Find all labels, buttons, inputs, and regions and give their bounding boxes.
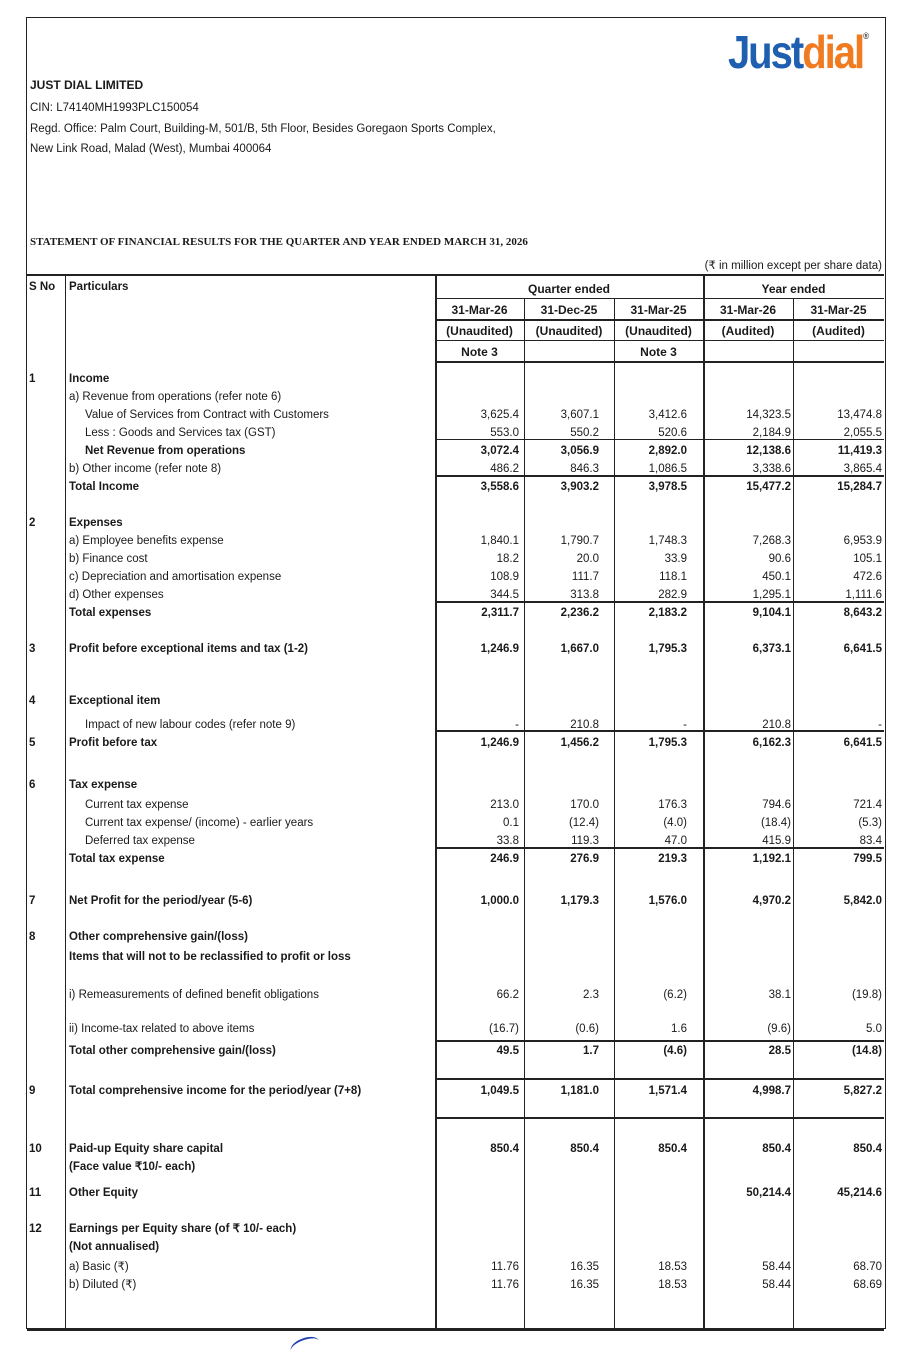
row-sno: 9	[29, 1085, 36, 1097]
column-divider	[524, 298, 525, 1331]
row-value: 5,827.2	[843, 1085, 882, 1097]
column-date: 31-Dec-25	[540, 303, 598, 317]
row-divider	[435, 340, 884, 341]
row-value: 213.0	[490, 799, 519, 811]
row-value: 176.3	[658, 799, 687, 811]
row-value: 47.0	[664, 835, 687, 847]
row-value: 2,184.9	[752, 427, 791, 439]
row-label: Profit before exceptional items and tax (1-2)	[69, 643, 309, 655]
column-note: Note 3	[461, 345, 498, 359]
row-label: a) Revenue from operations (refer note 6)	[69, 391, 282, 403]
row-value: 246.9	[490, 853, 519, 865]
row-value: 15,284.7	[837, 481, 882, 493]
row-label: ii) Income-tax related to above items	[69, 1023, 255, 1035]
row-sno: 1	[29, 373, 36, 385]
row-value: 219.3	[658, 853, 687, 865]
row-label: Total tax expense	[69, 853, 165, 865]
row-value: 3,072.4	[480, 445, 519, 457]
row-value: 6,641.5	[843, 737, 882, 749]
row-value: 58.44	[762, 1261, 791, 1273]
row-value: 276.9	[570, 853, 599, 865]
row-value: 38.1	[768, 989, 791, 1001]
row-value: 450.1	[762, 571, 791, 583]
row-value: (4.6)	[663, 1045, 687, 1057]
row-value: 50,214.4	[746, 1187, 791, 1199]
row-label: Income	[69, 373, 110, 385]
row-value: (14.8)	[851, 1045, 882, 1057]
row-value: 5.0	[866, 1023, 882, 1035]
column-audit-status: (Audited)	[721, 324, 775, 338]
row-value: 45,214.6	[837, 1187, 882, 1199]
row-value: 850.4	[490, 1143, 519, 1155]
row-value: 11,419.3	[837, 445, 882, 457]
row-value: 210.8	[762, 719, 791, 731]
row-value: 3,558.6	[480, 481, 519, 493]
column-audit-status: (Unaudited)	[446, 324, 513, 338]
row-value: 486.2	[490, 463, 519, 475]
row-value: 846.3	[570, 463, 599, 475]
row-label: (Face value ₹10/- each)	[69, 1161, 196, 1173]
row-value: (4.0)	[663, 817, 687, 829]
row-label: b) Other income (refer note 8)	[69, 463, 222, 475]
row-value: (16.7)	[488, 1023, 519, 1035]
row-value: 415.9	[762, 835, 791, 847]
row-value: -	[878, 719, 882, 731]
row-value: 1,840.1	[480, 535, 519, 547]
row-divider	[435, 319, 884, 321]
row-value: 83.4	[859, 835, 882, 847]
row-value: 28.5	[768, 1045, 791, 1057]
row-label: Current tax expense/ (income) - earlier years	[85, 817, 314, 829]
table-bottom-rule	[27, 1329, 884, 1331]
row-value: 20.0	[576, 553, 599, 565]
column-date: 31-Mar-26	[451, 303, 508, 317]
subtotal-rule	[435, 475, 884, 477]
row-label: Net Profit for the period/year (5-6)	[69, 895, 253, 907]
row-label: Total comprehensive income for the period/year (7+8)	[69, 1085, 362, 1097]
row-value: 550.2	[570, 427, 599, 439]
row-label: Net Revenue from operations	[85, 445, 246, 457]
row-value: 170.0	[570, 799, 599, 811]
row-value: (18.4)	[760, 817, 791, 829]
row-label: a) Employee benefits expense	[69, 535, 224, 547]
row-value: 2,236.2	[560, 607, 599, 619]
row-value: -	[515, 719, 519, 731]
row-value: 1.6	[671, 1023, 687, 1035]
logo-dial-text: dial	[802, 27, 864, 79]
row-value: 1,748.3	[648, 535, 687, 547]
row-value: 4,998.7	[752, 1085, 791, 1097]
row-sno: 3	[29, 643, 36, 655]
row-label: (Not annualised)	[69, 1241, 160, 1253]
row-value: 18.2	[496, 553, 519, 565]
row-value: 2,311.7	[481, 607, 519, 619]
row-value: 11.76	[491, 1261, 519, 1273]
row-value: 90.6	[768, 553, 791, 565]
row-label: Total other comprehensive gain/(loss)	[69, 1045, 276, 1057]
row-value: 18.53	[658, 1279, 687, 1291]
statement-page	[26, 17, 886, 1329]
row-value: 794.6	[762, 799, 791, 811]
header-year-ended: Year ended	[761, 282, 826, 296]
row-value: 799.5	[853, 853, 882, 865]
row-label: c) Depreciation and amortisation expense	[69, 571, 282, 583]
subtotal-rule	[435, 439, 884, 440]
row-value: 850.4	[853, 1143, 882, 1155]
row-value: 4,970.2	[752, 895, 791, 907]
row-label: Other Equity	[69, 1187, 139, 1199]
row-value: 118.1	[659, 571, 687, 583]
row-value: 3,865.4	[843, 463, 882, 475]
subtotal-rule	[435, 730, 884, 732]
row-value: (0.6)	[575, 1023, 599, 1035]
column-audit-status: (Unaudited)	[625, 324, 692, 338]
subtotal-rule	[435, 601, 884, 603]
row-sno: 7	[29, 895, 36, 907]
row-value: 344.5	[490, 589, 519, 601]
financial-results-table	[27, 274, 884, 1331]
row-value: 850.4	[658, 1143, 687, 1155]
row-value: 1,192.1	[752, 853, 791, 865]
column-date: 31-Mar-25	[630, 303, 687, 317]
row-label: b) Diluted (₹)	[69, 1279, 137, 1291]
row-value: (5.3)	[858, 817, 882, 829]
row-value: 3,607.1	[560, 409, 599, 421]
subtotal-rule	[435, 1117, 884, 1119]
row-value: 6,641.5	[843, 643, 882, 655]
column-audit-status: (Audited)	[812, 324, 865, 338]
row-value: 16.35	[570, 1261, 599, 1273]
row-value: 2.3	[583, 989, 599, 1001]
row-value: 6,162.3	[752, 737, 791, 749]
row-label: Tax expense	[69, 779, 138, 791]
row-value: 8,643.2	[843, 607, 882, 619]
row-value: 49.5	[496, 1045, 519, 1057]
row-value: (9.6)	[767, 1023, 791, 1035]
row-value: 68.69	[853, 1279, 882, 1291]
row-value: 18.53	[658, 1261, 687, 1273]
row-label: Other comprehensive gain/(loss)	[69, 931, 248, 943]
row-label: a) Basic (₹)	[69, 1261, 129, 1273]
row-value: 520.6	[658, 427, 687, 439]
row-value: 850.4	[762, 1143, 791, 1155]
row-label: Exceptional item	[69, 695, 161, 707]
row-value: 2,892.0	[648, 445, 687, 457]
row-value: 1,179.3	[560, 895, 599, 907]
row-sno: 11	[29, 1187, 42, 1199]
row-value: 68.70	[853, 1261, 882, 1273]
header-sno: S No	[29, 281, 56, 293]
row-value: (6.2)	[663, 989, 687, 1001]
row-value: 12,138.6	[746, 445, 791, 457]
row-value: 3,338.6	[752, 463, 791, 475]
row-value: 33.8	[496, 835, 519, 847]
row-label: Earnings per Equity share (of ₹ 10/- each)	[69, 1223, 297, 1235]
row-value: 0.1	[503, 817, 519, 829]
row-value: 1,795.3	[648, 643, 687, 655]
row-value: 282.9	[658, 589, 687, 601]
row-value: 7,268.3	[752, 535, 791, 547]
row-value: 15,477.2	[746, 481, 791, 493]
row-label: Current tax expense	[85, 799, 189, 811]
row-value: 11.76	[491, 1279, 519, 1291]
row-value: 1,111.6	[845, 589, 882, 601]
column-date: 31-Mar-25	[810, 303, 867, 317]
row-label: b) Finance cost	[69, 553, 148, 565]
row-divider	[435, 361, 884, 363]
row-value: 33.9	[664, 553, 687, 565]
column-divider	[435, 276, 437, 1331]
row-label: Value of Services from Contract with Customers	[85, 409, 329, 421]
row-value: 2,055.5	[843, 427, 882, 439]
row-label: Total expenses	[69, 607, 152, 619]
row-label: Paid-up Equity share capital	[69, 1143, 224, 1155]
row-sno: 2	[29, 517, 36, 529]
row-value: 3,625.4	[480, 409, 519, 421]
row-value: (12.4)	[568, 817, 599, 829]
subtotal-rule	[435, 1040, 884, 1042]
subtotal-rule	[435, 1078, 884, 1080]
row-label: Total Income	[69, 481, 140, 493]
row-label: Profit before tax	[69, 737, 158, 749]
row-value: 1,571.4	[648, 1085, 687, 1097]
row-value: 66.2	[496, 989, 519, 1001]
column-divider	[65, 276, 66, 1331]
row-value: 3,978.5	[648, 481, 687, 493]
row-sno: 4	[29, 695, 36, 707]
cin-number: CIN: L74140MH1993PLC150054	[30, 102, 199, 114]
row-value: 1,049.5	[480, 1085, 519, 1097]
units-note: (₹ in million except per share data)	[704, 260, 882, 272]
row-value: 1,246.9	[480, 643, 519, 655]
row-label: Less : Goods and Services tax (GST)	[85, 427, 276, 439]
row-value: 210.8	[570, 719, 599, 731]
column-date: 31-Mar-26	[719, 303, 777, 317]
address-line-1: Regd. Office: Palm Court, Building-M, 501/B, 5th Floor, Besides Goregaon Sports Complex,	[30, 123, 496, 135]
company-name: JUST DIAL LIMITED	[30, 78, 144, 92]
row-value: 14,323.5	[746, 409, 791, 421]
row-value: 1,667.0	[560, 643, 599, 655]
row-value: 1,181.0	[560, 1085, 599, 1097]
row-value: 105.1	[853, 553, 882, 565]
row-value: 721.4	[853, 799, 882, 811]
row-value: 1,295.1	[752, 589, 791, 601]
row-label: Expenses	[69, 517, 123, 529]
registered-mark: ®	[863, 31, 869, 42]
justdial-logo	[727, 27, 869, 79]
row-value: 3,903.2	[560, 481, 599, 493]
row-value: 1,000.0	[480, 895, 519, 907]
row-label: i) Remeasurements of defined benefit obligations	[69, 989, 319, 1001]
row-value: 9,104.1	[752, 607, 791, 619]
statement-title: STATEMENT OF FINANCIAL RESULTS FOR THE QUARTER AND YEAR ENDED MARCH 31, 2026	[30, 236, 528, 248]
row-value: 6,953.9	[843, 535, 882, 547]
row-value: 313.8	[570, 589, 599, 601]
row-value: 1,086.5	[648, 463, 687, 475]
logo-just-text: Just	[727, 27, 803, 79]
row-value: 58.44	[762, 1279, 791, 1291]
row-value: 1,246.9	[480, 737, 519, 749]
row-sno: 12	[29, 1223, 42, 1235]
row-value: 1,576.0	[648, 895, 687, 907]
signature-mark	[288, 1333, 322, 1358]
row-label: Deferred tax expense	[85, 835, 195, 847]
row-sno: 10	[29, 1143, 42, 1155]
row-value: 108.9	[490, 571, 519, 583]
row-value: 472.6	[853, 571, 882, 583]
row-sno: 5	[29, 737, 36, 749]
row-value: 111.7	[571, 571, 599, 583]
row-sno: 6	[29, 779, 36, 791]
row-value: -	[683, 719, 687, 731]
row-value: 553.0	[490, 427, 519, 439]
row-divider	[435, 298, 884, 299]
row-label: d) Other expenses	[69, 589, 164, 601]
row-value: 13,474.8	[837, 409, 882, 421]
row-value: 16.35	[570, 1279, 599, 1291]
header-quarter-ended: Quarter ended	[527, 282, 611, 296]
row-value: 1,790.7	[560, 535, 599, 547]
header-particulars: Particulars	[69, 281, 129, 293]
row-sno: 8	[29, 931, 36, 943]
row-label: Items that will not to be reclassified to profit or loss	[69, 951, 351, 963]
row-value: 3,412.6	[648, 409, 687, 421]
row-value: 6,373.1	[752, 643, 791, 655]
row-value: 850.4	[570, 1143, 599, 1155]
row-value: 1.7	[583, 1045, 599, 1057]
row-value: 1,456.2	[560, 737, 599, 749]
row-value: 1,795.3	[648, 737, 687, 749]
column-divider	[793, 298, 794, 1331]
column-note: Note 3	[640, 345, 677, 359]
row-value: 119.3	[571, 835, 599, 847]
column-audit-status: (Unaudited)	[535, 324, 603, 338]
row-value: 3,056.9	[560, 445, 599, 457]
subtotal-rule	[435, 847, 884, 849]
row-value: 5,842.0	[843, 895, 882, 907]
address-line-2: New Link Road, Malad (West), Mumbai 400064	[30, 143, 272, 155]
row-value: (19.8)	[851, 989, 882, 1001]
row-label: Impact of new labour codes (refer note 9)	[85, 719, 296, 731]
row-value: 2,183.2	[648, 607, 687, 619]
